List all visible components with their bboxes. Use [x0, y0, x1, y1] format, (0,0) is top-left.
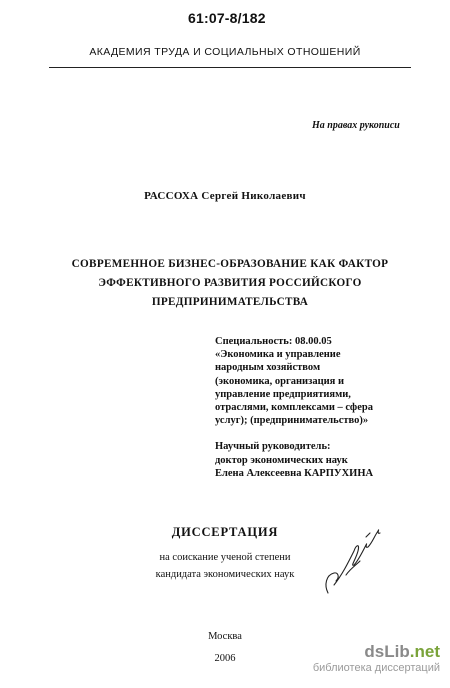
year: 2006 [214, 653, 236, 664]
dissertation-title [40, 255, 420, 312]
specialty-line: управление предприятиями, [215, 388, 351, 400]
specialty-line: народным хозяйством [215, 362, 321, 374]
title-line: СОВРЕМЕННОЕ БИЗНЕС-ОБРАЗОВАНИЕ КАК ФАКТОР [71, 258, 389, 270]
degree-line: кандидата экономических наук [155, 569, 295, 580]
specialty-block [215, 335, 373, 480]
supervisor-line: доктор экономических наук [215, 454, 348, 466]
dissertation-heading: ДИССЕРТАЦИЯ [171, 525, 279, 539]
dslib-watermark[interactable] [276, 642, 446, 674]
handwritten-signature [320, 515, 390, 600]
supervisor-line: Научный руководитель: [215, 441, 331, 453]
specialty-line: Специальность: 08.00.05 [215, 336, 332, 347]
supervisor-line: Елена Алексеевна КАРПУХИНА [215, 467, 374, 479]
title-line: ПРЕДПРИНИМАТЕЛЬСТВА [151, 296, 309, 308]
watermark-subtitle: библиотека диссертаций [312, 662, 440, 674]
rights-note: На правах рукописи [312, 120, 400, 131]
degree-line: на соискание ученой степени [159, 552, 291, 563]
city: Москва [208, 631, 242, 642]
specialty-line: (экономика, организация и [215, 375, 345, 387]
document-code: 61:07-8/182 [188, 10, 266, 26]
header-divider [49, 67, 411, 68]
organization-name: АКАДЕМИЯ ТРУДА И СОЦИАЛЬНЫХ ОТНОШЕНИЙ [89, 46, 361, 58]
specialty-line: отраслями, комплексами – сфера [215, 402, 373, 414]
title-line: ЭФФЕКТИВНОГО РАЗВИТИЯ РОССИЙСКОГО [98, 277, 362, 289]
author-name: РАССОХА Сергей Николаевич [144, 190, 306, 202]
watermark-logo: dsLib.net [364, 642, 440, 661]
specialty-line: «Экономика и управление [215, 349, 341, 361]
specialty-line: услуг); (предпринимательство)» [215, 415, 369, 427]
